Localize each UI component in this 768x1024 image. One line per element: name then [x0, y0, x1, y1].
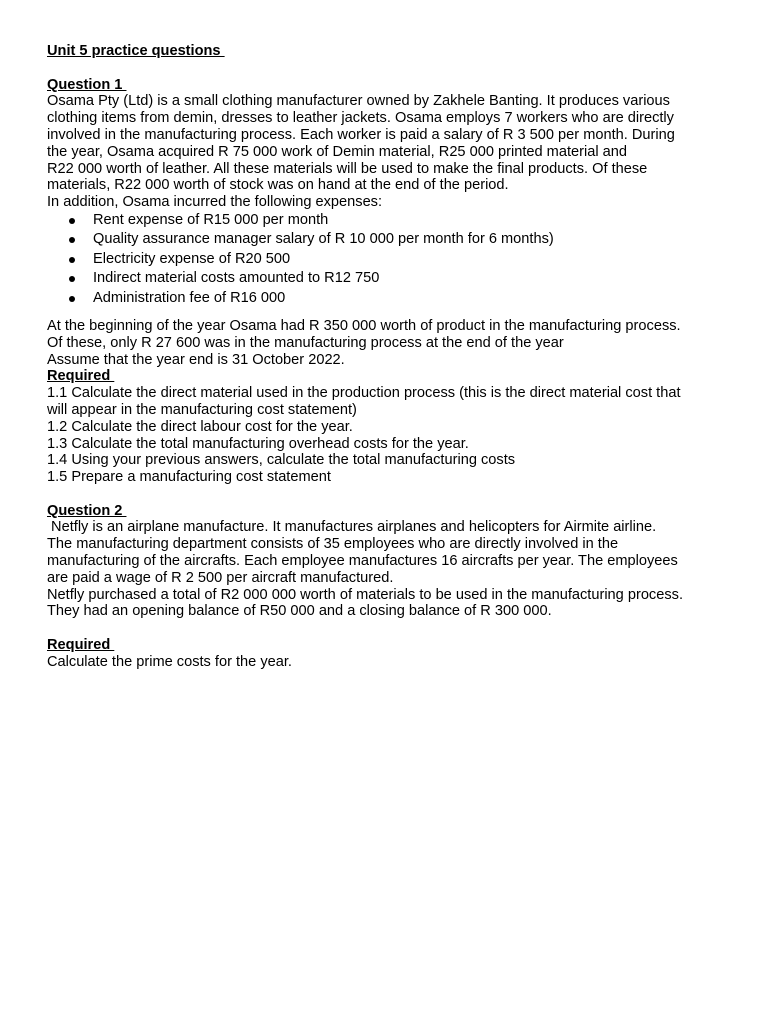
- expense-text: Quality assurance manager salary of R 10 000 per month for 6 months): [93, 231, 554, 248]
- question-1-section: [47, 77, 727, 486]
- expense-list-item: [47, 269, 727, 288]
- expense-text: Administration fee of R16 000: [93, 289, 286, 306]
- expense-text: Rent expense of R15 000 per month: [93, 211, 329, 228]
- question-2-heading: Question 2: [47, 502, 127, 519]
- spacer: [47, 486, 727, 503]
- required-item: 1.5 Prepare a manufacturing cost statement: [47, 469, 331, 486]
- question-1-followup-line: Of these, only R 27 600 was in the manufacturing process at the end of the year: [47, 334, 564, 351]
- bullet-icon: [69, 296, 75, 302]
- spacer: [47, 620, 727, 637]
- required-item: will appear in the manufacturing cost statement): [47, 401, 357, 418]
- required-item: 1.3 Calculate the total manufacturing overhead costs for the year.: [47, 435, 469, 452]
- bullet-icon: [69, 237, 75, 243]
- expense-text: Electricity expense of R20 500: [93, 250, 291, 267]
- expense-list-item: [47, 230, 727, 249]
- expense-list-item: [47, 289, 727, 308]
- question-1-text-line: the year, Osama acquired R 75 000 work of Demin material, R25 000 printed material and: [47, 143, 627, 160]
- document-page: [47, 43, 727, 671]
- question-1-heading: Question 1: [47, 76, 127, 93]
- question-1-text-line: involved in the manufacturing process. Each worker is paid a salary of R 3 500 per month. During: [47, 126, 675, 143]
- question-2-text-line: are paid a wage of R 2 500 per aircraft manufactured.: [47, 569, 394, 586]
- required-item: 1.1 Calculate the direct material used in the production process (this is the direct material cost that: [47, 385, 681, 402]
- question-1-text-line: Osama Pty (Ltd) is a small clothing manufacturer owned by Zakhele Banting. It produces various: [47, 93, 670, 110]
- question-2-text-line: Netfly purchased a total of R2 000 000 worth of materials to be used in the manufacturing process.: [47, 586, 683, 603]
- spacer: [47, 60, 727, 77]
- question-2-required-heading: Required: [47, 637, 115, 654]
- question-1-text-line: R22 000 worth of leather. All these materials will be used to make the final products. Of these: [47, 160, 648, 177]
- expense-list-item: [47, 211, 727, 230]
- question-1-followup-line: Assume that the year end is 31 October 2022.: [47, 351, 345, 368]
- question-2-section: [47, 503, 727, 671]
- question-1-followup: [47, 318, 727, 368]
- document-title: Unit 5 practice questions: [47, 43, 225, 59]
- question-1-followup-line: At the beginning of the year Osama had R 350 000 worth of product in the manufacturing process.: [47, 317, 681, 334]
- question-1-text-line: In addition, Osama incurred the following expenses:: [47, 194, 383, 211]
- expenses-list: [47, 211, 727, 308]
- question-2-text-line: They had an opening balance of R50 000 and a closing balance of R 300 000.: [47, 603, 552, 620]
- bullet-icon: [69, 257, 75, 263]
- required-item: 1.4 Using your previous answers, calculate the total manufacturing costs: [47, 452, 516, 469]
- bullet-icon: [69, 218, 75, 224]
- question-1-required-heading: Required: [47, 368, 115, 385]
- question-2-text-line: Netfly is an airplane manufacture. It manufactures airplanes and helicopters for Airmite airline.: [47, 519, 657, 536]
- required-item: Calculate the prime costs for the year.: [47, 653, 292, 670]
- question-2-text-line: manufacturing of the aircrafts. Each employee manufactures 16 aircrafts per year. The employees: [47, 553, 678, 570]
- question-1-text-line: clothing items from demin, dresses to leather jackets. Osama employs 7 workers who are directly: [47, 110, 674, 127]
- question-2-text-line: The manufacturing department consists of 35 employees who are directly involved in the: [47, 536, 619, 553]
- required-item: 1.2 Calculate the direct labour cost for the year.: [47, 418, 353, 435]
- question-1-text-line: materials, R22 000 worth of stock was on hand at the end of the period.: [47, 177, 509, 194]
- expense-text: Indirect material costs amounted to R12 750: [93, 270, 380, 287]
- bullet-icon: [69, 276, 75, 282]
- expense-list-item: [47, 250, 727, 269]
